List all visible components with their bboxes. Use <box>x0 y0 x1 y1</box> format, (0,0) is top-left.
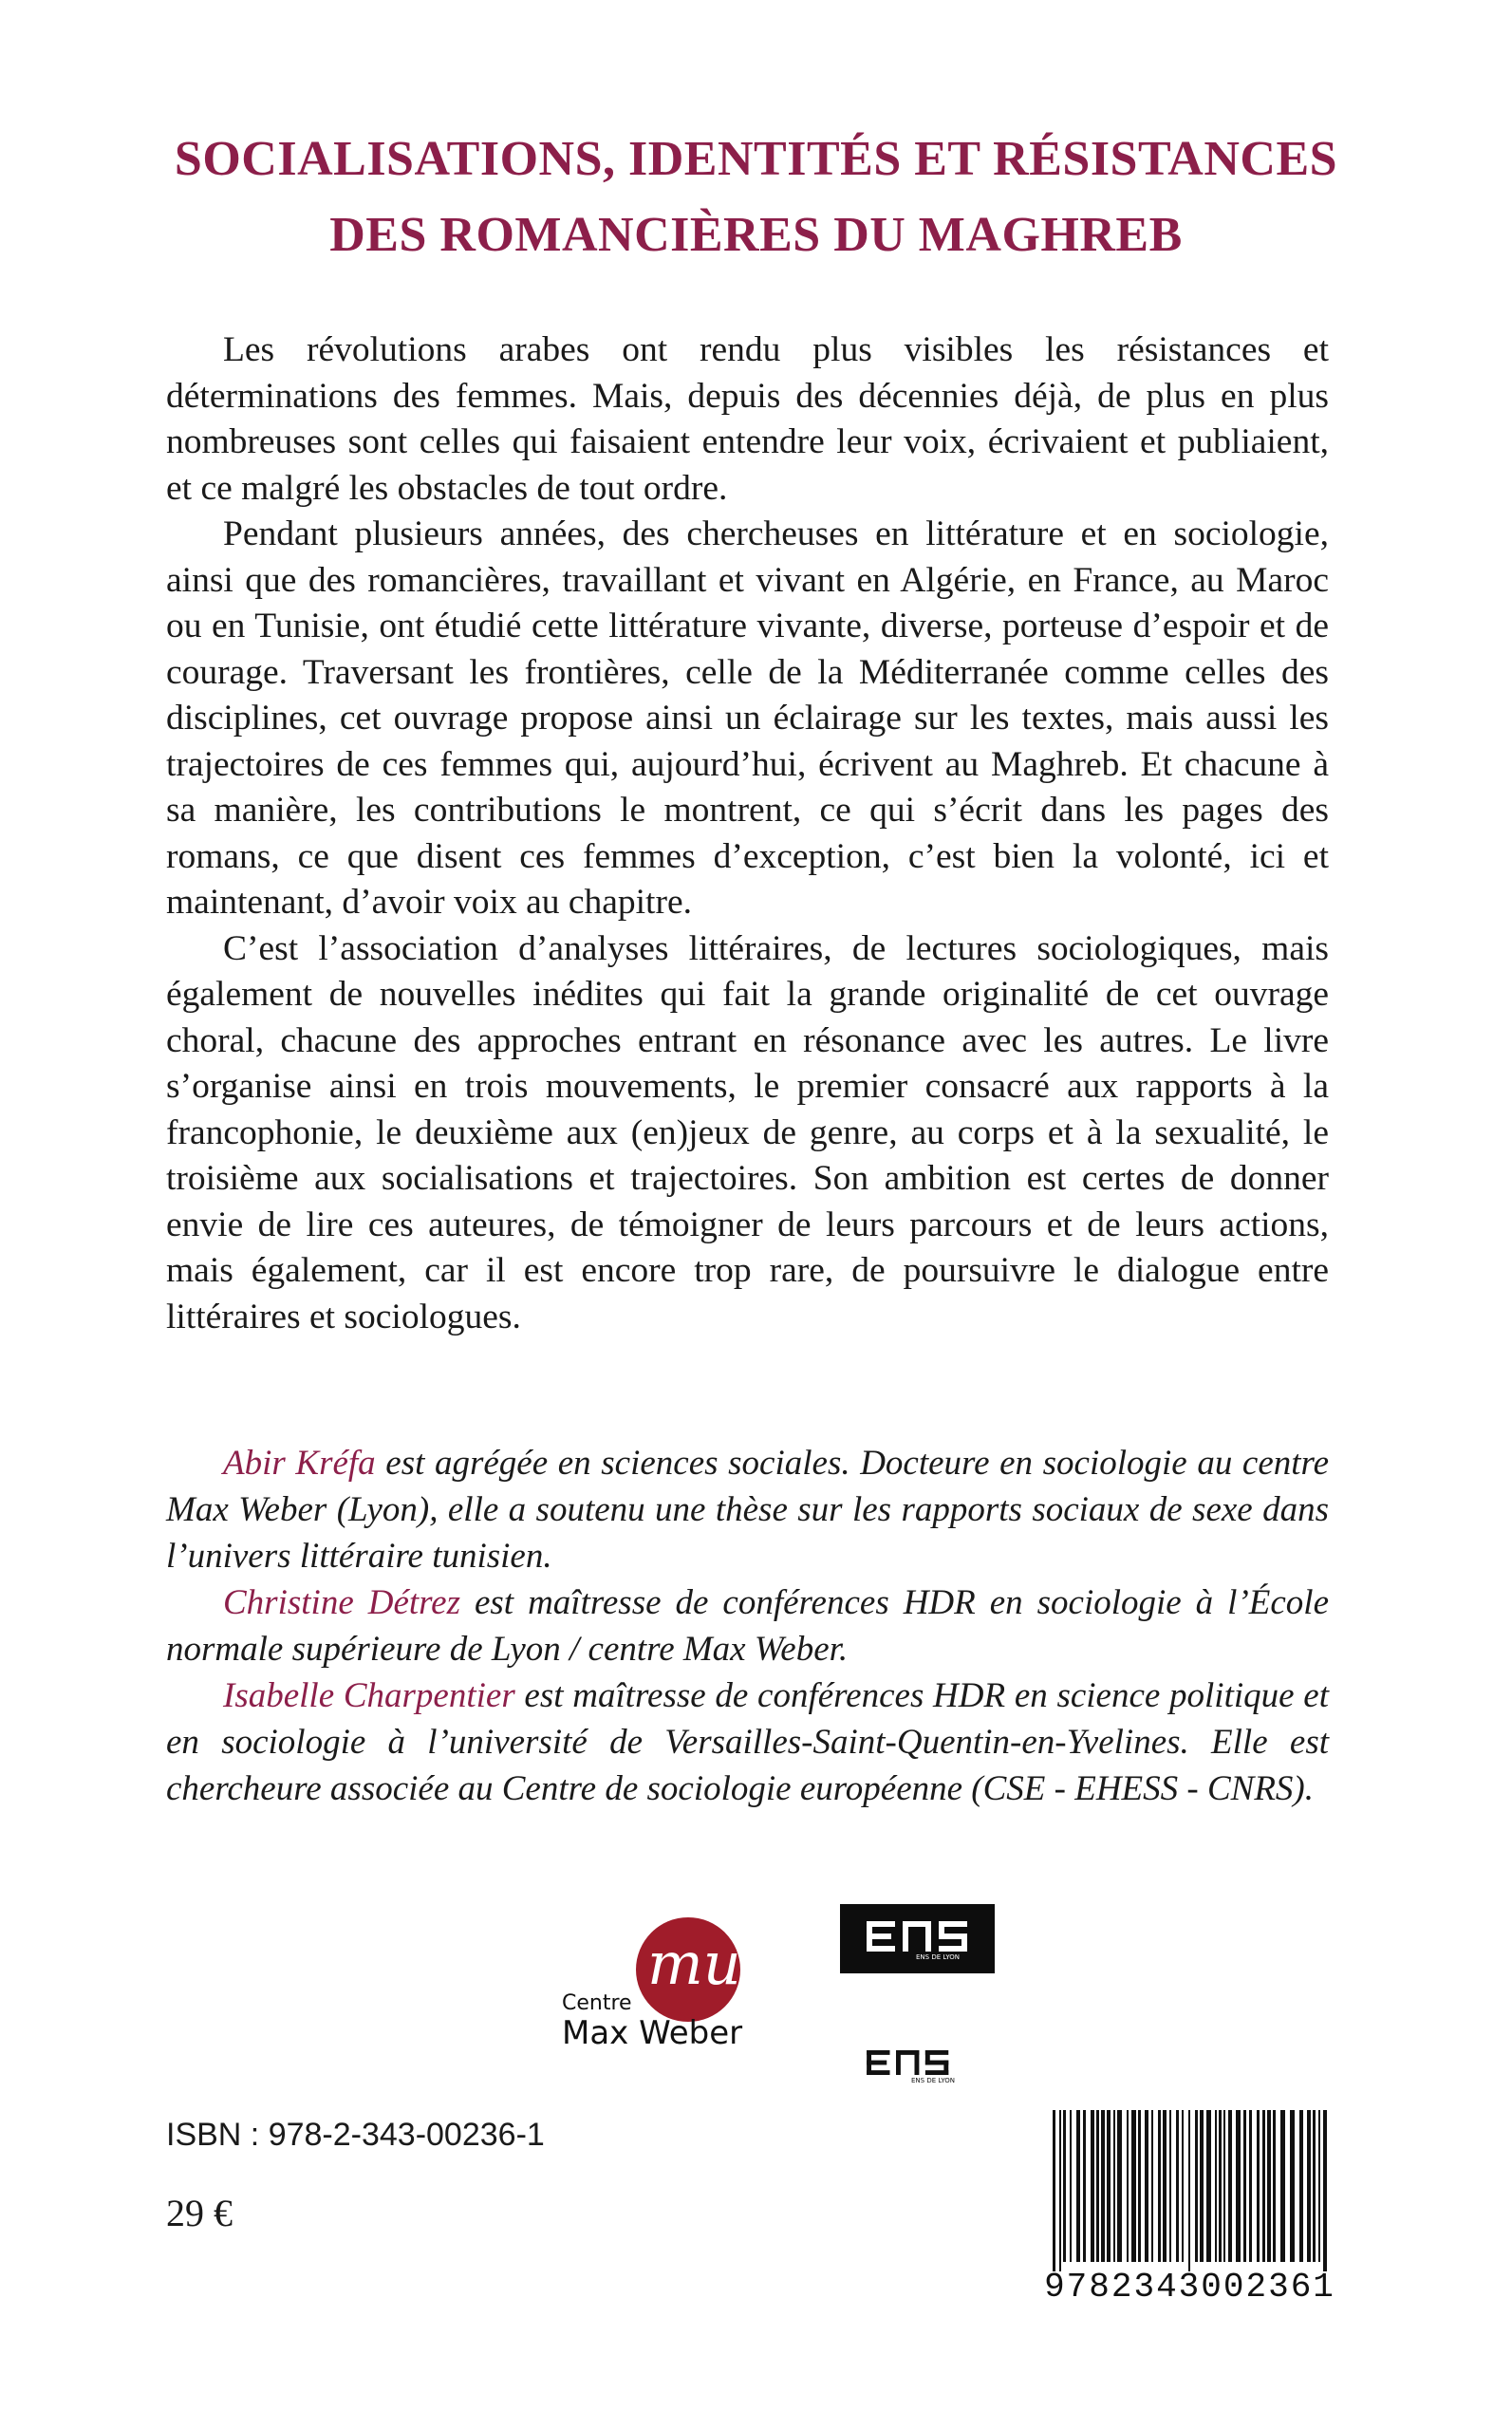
book-summary <box>166 327 1329 1340</box>
author-name: Christine Détrez <box>223 1583 460 1622</box>
book-title-line-1: SOCIALISATIONS, IDENTITÉS ET RÉSISTANCES <box>174 132 1338 186</box>
author-bio-text: est agrégée en sciences sociales. Docteure en sociologie au centre Max Weber (Lyon), elle a soutenu une thèse sur les rapports sociaux de sexe dans l’univers littéraire tunisien. <box>166 1444 1330 1576</box>
ens-caption: ENS DE LYON <box>911 2077 955 2084</box>
summary-paragraph: C’est l’association d’analyses littéraires, de lectures sociologiques, mais également de nouvelles inédites qui fait la grande originalité de cet ouvrage choral, chacune des approches entrant en résonance avec les autres. Le livre s’organise ainsi en trois mouvements, le premier consacré aux rapports à la francophonie, le deuxième aux (en)jeux de genre, au corps et à la sexualité, le troisième aux socialisations et trajectoires. Son ambition est certes de donner envie de lire ces auteures, de témoigner de leurs parcours et de leurs actions, mais également, car il est encore trop rare, de poursuivre le dialogue entre littéraires et sociologues. <box>166 928 1329 1336</box>
price: 29 € <box>166 2192 233 2234</box>
isbn: ISBN : 978-2-343-00236-1 <box>166 2117 545 2153</box>
max-weber-centre-label: Centre <box>562 1991 632 2015</box>
ens-wordmark-icon <box>867 1921 969 1952</box>
ens-lyon-logo-light <box>859 2050 973 2093</box>
author-name: Isabelle Charpentier <box>223 1676 515 1715</box>
author-bios <box>166 1440 1329 1812</box>
ens-caption: ENS DE LYON <box>916 1953 960 1961</box>
summary-paragraph: Pendant plusieurs années, des chercheuses en littérature et en sociologie, ainsi que des romancières, travaillant et vivant en Algérie, en France, au Maroc ou en Tunisie, ont étudié cette littérature vivante, diverse, porteuse d’espoir et de courage. Traversant les frontières, celle de la Méditerranée comme celles des disciplines, cet ouvrage propose ainsi un éclairage sur les textes, mais aussi les trajectoires de ces femmes qui, aujourd’hui, écrivent au Maghreb. Et chacune à sa manière, les contributions le montrent, ce qui s’écrit dans les pages des romans, ce que disent ces femmes d’exception, c’est bien la volonté, ici et maintenant, d’avoir voix au chapitre. <box>166 514 1329 922</box>
author-bio <box>166 1579 1329 1672</box>
max-weber-name-label: Max Weber <box>562 2014 743 2052</box>
author-bio-text: est maîtresse de conférences HDR en science politique et en sociologie à l’université de Versailles-Saint-Quentin-en-Yvelines. Elle est chercheure associée au Centre de sociologie européenne (CSE - EHESS - CNRS). <box>166 1676 1329 1808</box>
author-bio <box>166 1672 1329 1812</box>
summary-paragraph: Les révolutions arabes ont rendu plus visibles les résistances et déterminations des femmes. Mais, depuis des décennies déjà, de plus en plus nombreuses sont celles qui faisaient entendre leur voix, écrivaient et publiaient, et ce malgré les obstacles de tout ordre. <box>166 330 1329 508</box>
author-bio-text: est maîtresse de conférences HDR en sociologie à l’École normale supérieure de Lyon / centre Max Weber. <box>166 1583 1329 1669</box>
max-weber-logo <box>560 1917 788 2050</box>
max-weber-mark: mu <box>647 1929 741 1998</box>
book-title <box>0 121 1512 273</box>
barcode-bars-icon <box>1041 2110 1338 2271</box>
author-bio <box>166 1440 1329 1579</box>
author-name: Abir Kréfa <box>223 1444 376 1483</box>
barcode <box>1041 2110 1338 2318</box>
ens-lyon-logo-dark <box>840 1904 995 1973</box>
book-title-line-2: DES ROMANCIÈRES DU MAGHREB <box>329 208 1183 262</box>
barcode-digits: 9782343002361 <box>1044 2268 1335 2307</box>
ens-wordmark-icon <box>859 2050 958 2075</box>
